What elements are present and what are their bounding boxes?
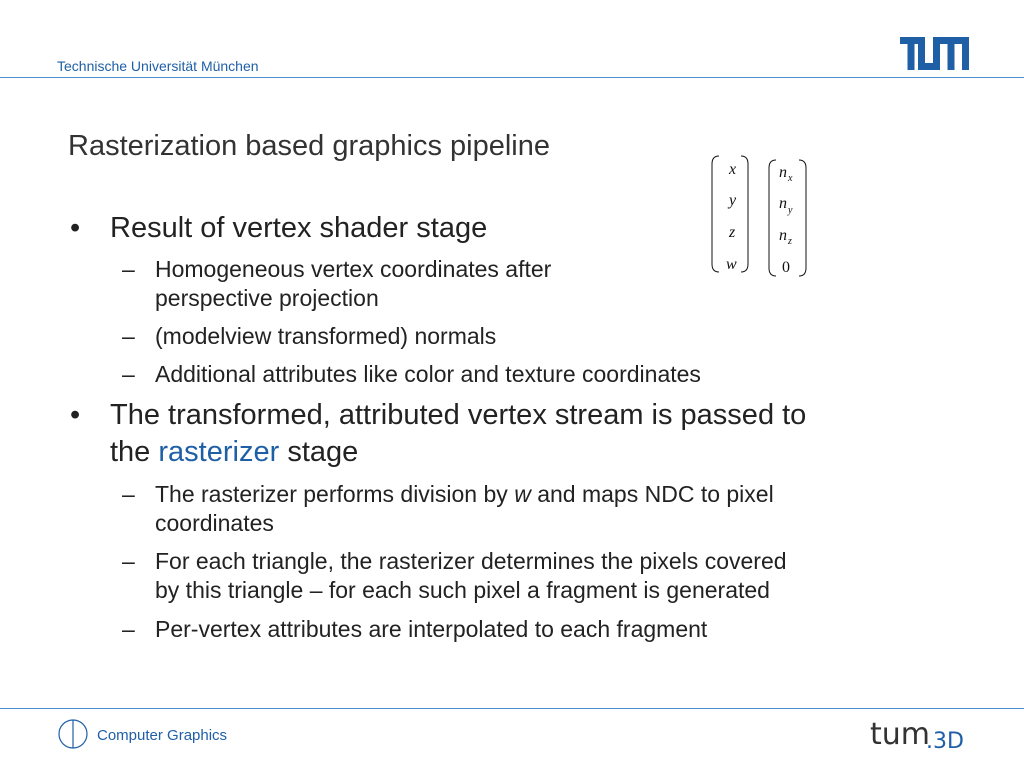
matrix-nx: n (779, 164, 787, 181)
svg-text:tum: tum (870, 717, 930, 752)
header-rule (0, 77, 1024, 78)
matrix-w: w (726, 256, 737, 273)
sub-bullet-text: Per-vertex attributes are interpolated to each fragment (155, 616, 708, 642)
computer-graphics-icon (57, 718, 89, 750)
dash-marker: – (122, 481, 135, 507)
slide-title: Rasterization based graphics pipeline (68, 130, 551, 162)
variable-w: w (514, 481, 531, 507)
sub-bullet-line: perspective projection (155, 285, 379, 311)
sub-bullet-text: Additional attributes like color and texture coordinates (155, 361, 701, 387)
sub-bullet-line: For each triangle, the rasterizer determines the pixels covered (155, 548, 787, 574)
matrix-ny-sub: y (788, 205, 793, 216)
dash-marker: – (122, 256, 135, 282)
bullet-marker: • (70, 399, 81, 431)
dash-marker: – (122, 323, 135, 349)
matrix-ny: n (779, 195, 787, 212)
matrix-x: x (729, 161, 737, 178)
tum-logo (900, 37, 970, 70)
sub-bullet-post: and maps NDC to pixel (537, 481, 774, 507)
rasterizer-highlight: rasterizer (158, 436, 280, 468)
matrix-nz: n (779, 227, 787, 244)
bullet-marker: • (70, 212, 81, 244)
sub-bullet-pre: The rasterizer performs division by (155, 481, 508, 507)
footer-rule (0, 708, 1024, 709)
bullet-text: Result of vertex shader stage (110, 212, 488, 244)
course-name: Computer Graphics (97, 727, 228, 744)
tum3d-logo (868, 713, 968, 753)
matrix-z: z (729, 224, 736, 241)
bullet-text-pre: the (110, 436, 151, 468)
matrix-y: y (729, 192, 737, 209)
svg-text:.3D: .3D (926, 729, 964, 753)
matrix-zero: 0 (782, 259, 790, 276)
sub-bullet-text: (modelview transformed) normals (155, 323, 497, 349)
bullet-text-post: stage (287, 436, 359, 468)
sub-bullet-line: coordinates (155, 510, 274, 536)
dash-marker: – (122, 361, 135, 387)
matrix-nx-sub: x (788, 173, 793, 184)
sub-bullet-line: Homogeneous vertex coordinates after (155, 256, 552, 282)
matrix-nz-sub: z (788, 236, 792, 247)
sub-bullet-line: by this triangle – for each such pixel a fragment is generated (155, 577, 770, 603)
dash-marker: – (122, 548, 135, 574)
university-name: Technische Universität München (57, 58, 259, 74)
bullet-line: The transformed, attributed vertex stream is passed to (110, 399, 807, 431)
dash-marker: – (122, 616, 135, 642)
